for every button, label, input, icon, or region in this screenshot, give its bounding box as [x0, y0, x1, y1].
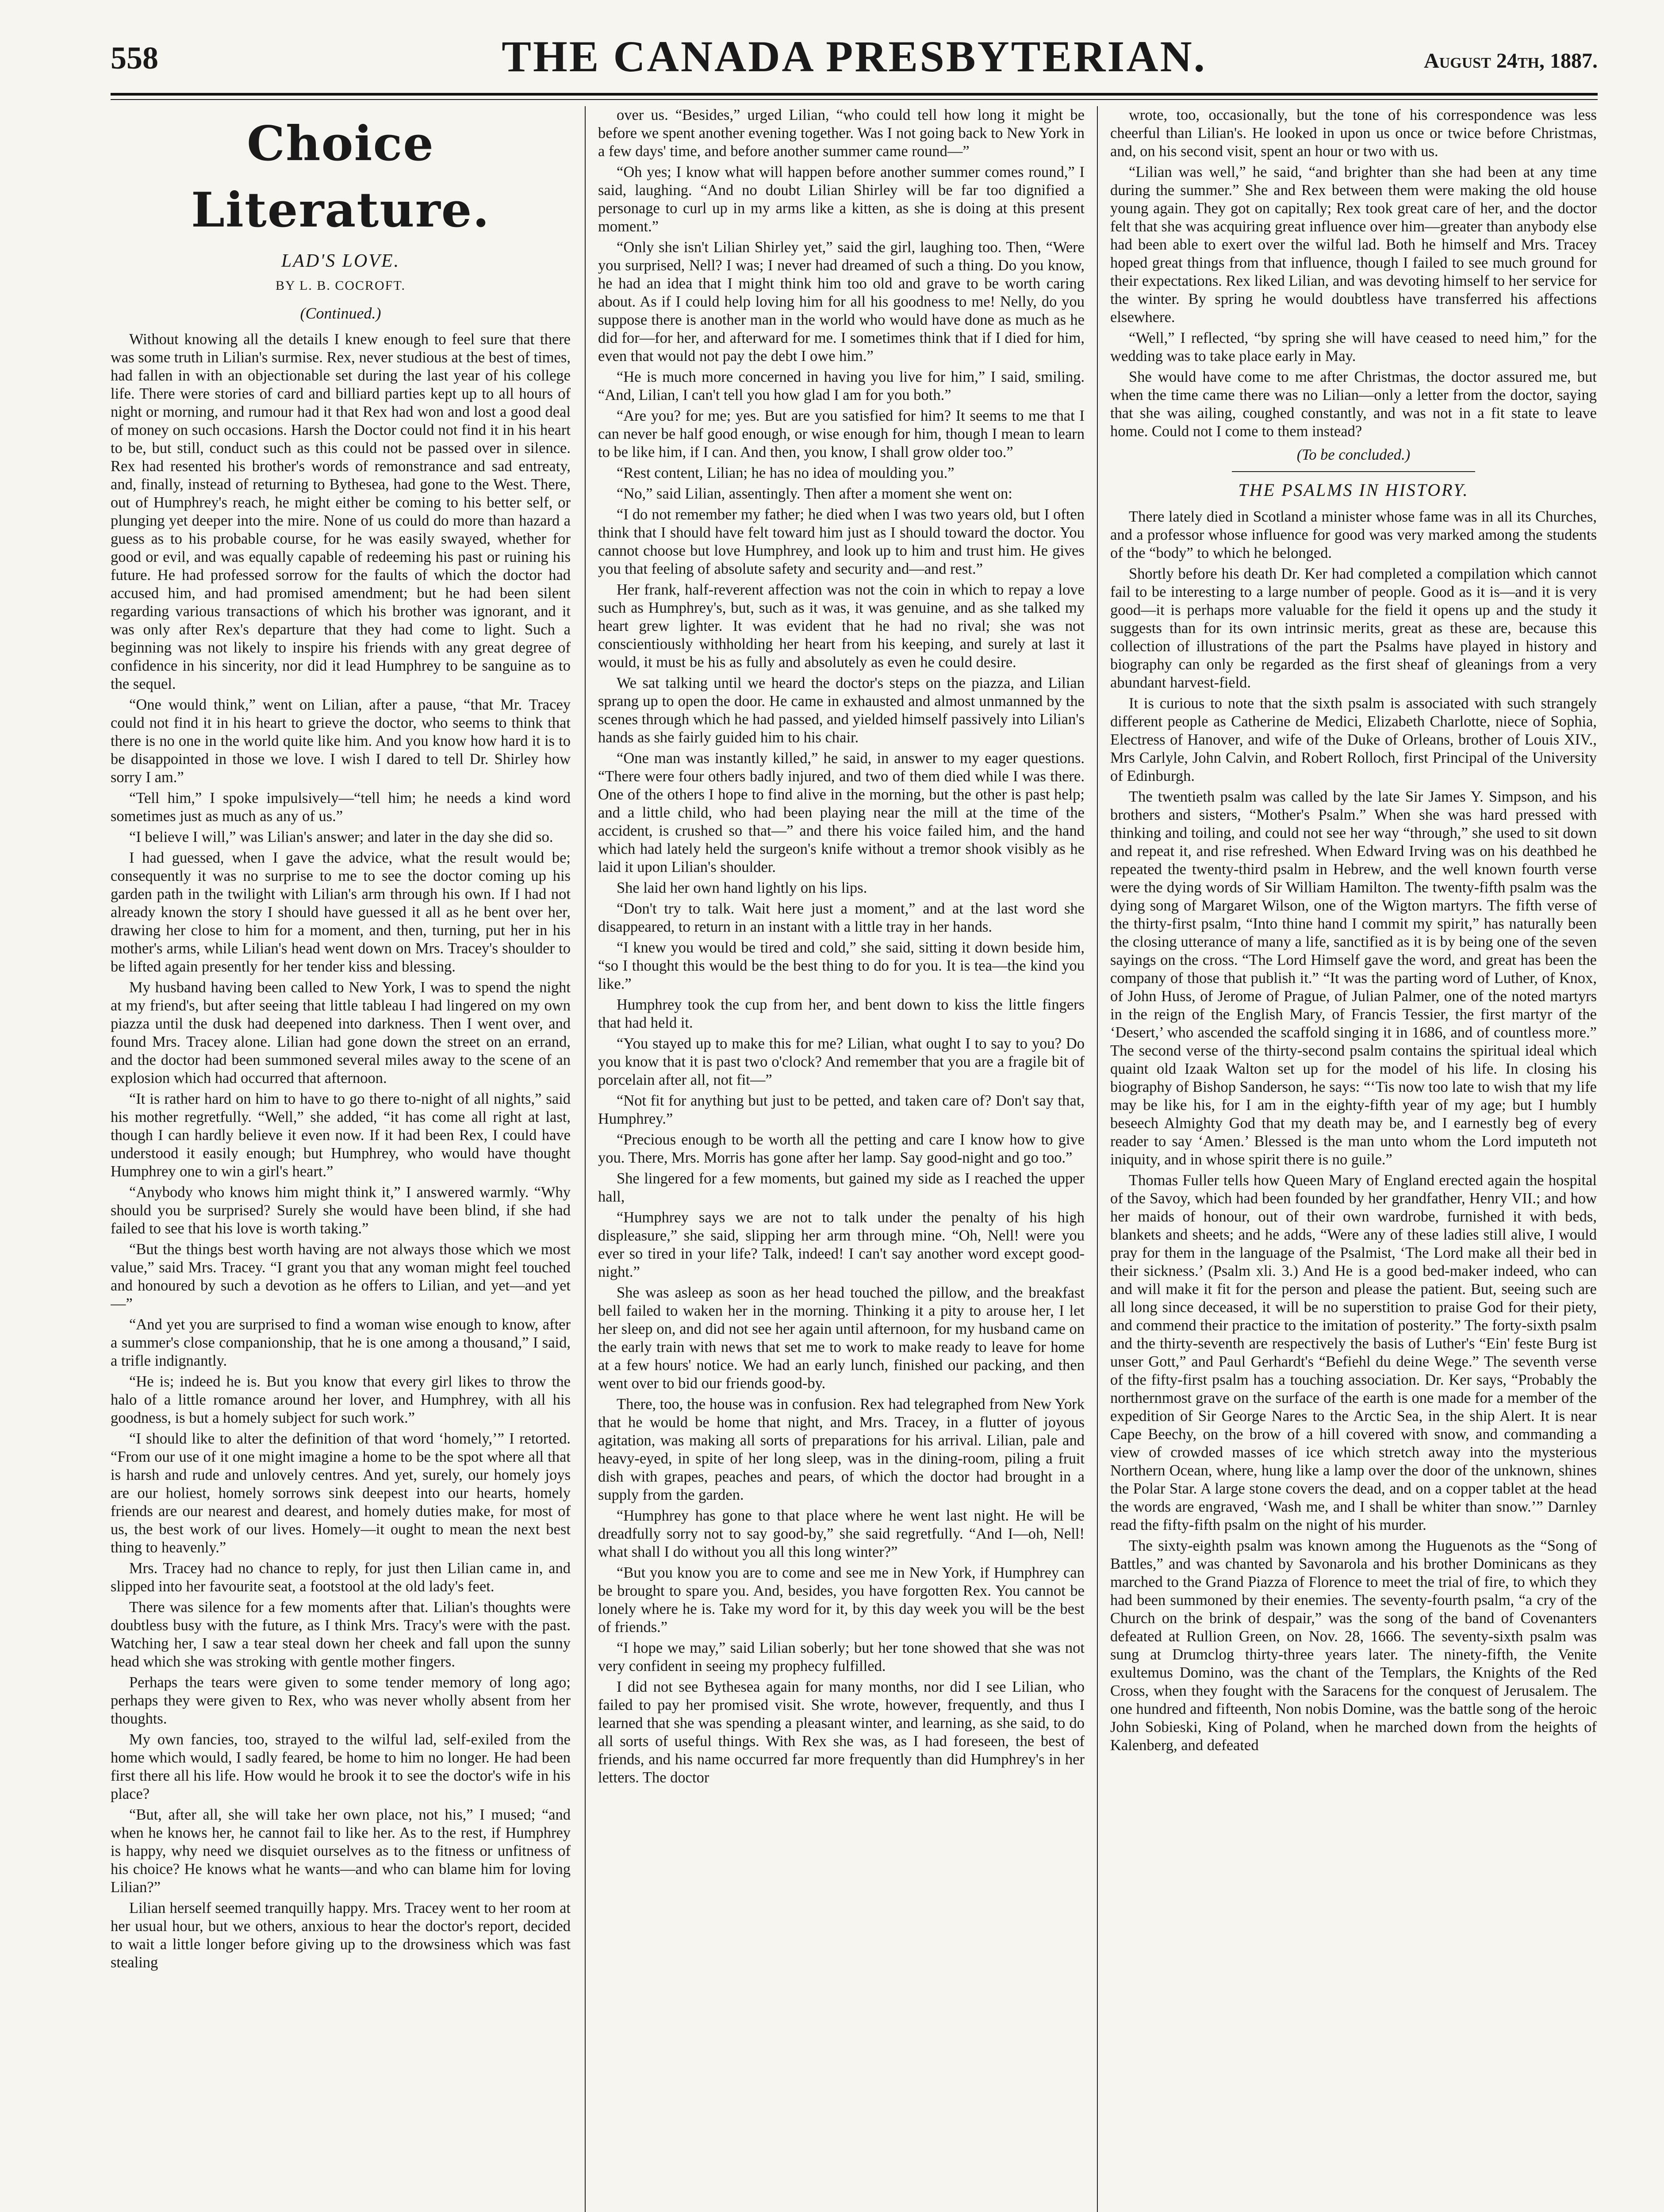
- paragraph: “Rest content, Lilian; he has no idea of moulding you.”: [617, 465, 955, 481]
- paragraph: It is curious to note that the sixth psalm is associated with such strangely different people as Catherine de Medici, Elizabeth Charlotte, niece of Sophia, Electress of Hanover, and wife of the Duke of Orleans, brother of Louis XIV., Mrs Carlyle, John Calvin, and Robert Rolloch, first Principal of the University of Edinburgh.: [1110, 695, 1597, 784]
- paragraph: over us. “Besides,” urged Lilian, “who could tell how long it might be before we spent another evening together. Was I not going back to New York in a few days' time, and before another summer came round—”: [598, 107, 1085, 160]
- paragraph: “Humphrey says we are not to talk under the penalty of his high displeasure,” she said, slipping her arm through mine. “Oh, Nell! were you ever so tired in your life? Talk, indeed! I can't say another word except good-night.”: [598, 1209, 1085, 1280]
- paragraph: My own fancies, too, strayed to the wilful lad, self-exiled from the home which would, I sadly feared, be home to him no longer. He had been first there all his life. How would he brook it to see the doctor's wife in his place?: [111, 1731, 571, 1802]
- paragraph: Without knowing all the details I knew enough to feel sure that there was some truth in Lilian's surmise. Rex, never studious at the best of times, had fallen in with an objectionable set during the last year of his college life. There were stories of card and billiard parties kept up to all hours of night or morning, and rumour had it that Rex had won and lost a good deal of money on such occasions. Harsh the Doctor could not find it in his heart to be, but still, conduct such as this could not be passed over in silence. Rex had resented his brother's words of remonstrance and sad entreaty, and, finally, instead of returning to Bythesea, had gone to the West. There, out of Humphrey's reach, he might either be coming to his better self, or plunging yet deeper into the mire. None of us could do more than hazard a guess as to his probable course, for he was easily swayed, whether for good or evil, and was equally capable of redeeming his past or ruining his future. He had professed sorrow for the faults of which the doctor had accused him, and had promised amendment; but he had been silent regarding various transactions of which his brother was ignorant, and it was only after Rex's departure that they had come to light. Such a beginning was not likely to inspire his friends with any great degree of confidence in his sincerity, nor did it lead Humphrey to be sanguine as to the sequel.: [111, 331, 571, 692]
- paragraph: She laid her own hand lightly on his lips.: [617, 879, 867, 896]
- paragraph: My husband having been called to New York, I was to spend the night at my friend's, but after seeing that little tableau I had lingered on my own piazza until the dusk had deepened into darkness. Then I went over, and found Mrs. Tracey alone. Lilian had gone down the street on an errand, and the doctor had been summoned several miles away to the scene of an explosion which had occurred that afternoon.: [111, 979, 571, 1087]
- paragraph: I did not see Bythesea again for many months, nor did I see Lilian, who failed to pay her promised visit. She wrote, however, frequently, and thus I learned that she was spending a pleasant winter, and learning, as she said, to do all sorts of useful things. With Rex she was, as I had foreseen, the best of friends, and his name occurred far more frequently than did Humphrey's in her letters. The doctor: [598, 1678, 1085, 1786]
- paragraph: “I hope we may,” said Lilian soberly; but her tone showed that she was not very confident in seeing my prophecy fulfilled.: [598, 1640, 1085, 1674]
- paragraph: Her frank, half-reverent affection was not the coin in which to repay a love such as Humphrey's, but, such as it was, it was genuine, and as she talked my heart grew lighter. It was evident that he had no rival; she was not conscientiously withholding her heart from his keeping, and surely at last it would, it must be his as fully and absolutely as even he could desire.: [598, 581, 1085, 671]
- issue-date: August 24th, 1887.: [1424, 49, 1598, 73]
- paragraph: “Don't try to talk. Wait here just a moment,” and at the last word she disappeared, to return in an instant with a little tray in her hands.: [598, 900, 1085, 935]
- article-body: [1110, 508, 1597, 1755]
- paragraph: wrote, too, occasionally, but the tone of his correspondence was less cheerful than Lilian's. He looked in upon us once or twice before Christmas, and, on his second visit, spent an hour or two with us.: [1110, 107, 1597, 160]
- paragraph: “Precious enough to be worth all the petting and care I know how to give you. There, Mrs. Morris has gone after her lamp. Say good-night and go too.”: [598, 1131, 1085, 1166]
- paragraph: Humphrey took the cup from her, and bent down to kiss the little fingers that had held it.: [598, 996, 1085, 1031]
- section-title: Choice Literature.: [191, 116, 491, 238]
- to-be-concluded: (To be concluded.): [1296, 446, 1411, 463]
- header-rule: [111, 93, 1598, 96]
- paragraph: “Only she isn't Lilian Shirley yet,” said the girl, laughing too. Then, “Were you surprised, Nell? I was; I never had dreamed of such a thing. Do you know, he had an idea that I might think him too old and grave to be worth caring about. As if I could help loving him for all his goodness to me! Nelly, do you suppose there is another man in the world who would have done as much as he did for—for her, and afterward for me. I sometimes think that if I died for him, even that would not pay the debt I owe him.”: [598, 239, 1085, 365]
- column-1-body: [111, 330, 571, 1972]
- column-3-story-end: [1110, 106, 1597, 441]
- paragraph: “He is; indeed he is. But you know that every girl likes to throw the halo of a little romance around her lover, and Humphrey, with all his goodness, is but a homely subject for such work.”: [111, 1373, 571, 1426]
- paragraph: “Tell him,” I spoke impulsively—“tell him; he needs a kind word sometimes just as much as any of us.”: [111, 790, 571, 825]
- paragraph: There, too, the house was in confusion. Rex had telegraphed from New York that he would be home that night, and Mrs. Tracey, in a flutter of joyous agitation, was making all sorts of preparations for his arrival. Lilian, pale and heavy-eyed, in spite of her long sleep, was in the dining-room, piling a fruit dish with grapes, peaches and pears, of which the doctor had brought in a supply from the garden.: [598, 1396, 1085, 1503]
- paragraph: “Humphrey has gone to that place where he went last night. He will be dreadfully sorry not to say good-by,” she said regretfully. “And I—oh, Nell! what shall I do without you all this long winter?”: [598, 1507, 1085, 1560]
- paragraph: “It is rather hard on him to have to go there to-night of all nights,” said his mother regretfully. “Well,” she added, “it has come all right at last, though I can hardly believe it even now. If it had been Rex, I could have understood it easily enough; but Humphrey, who would have thought Humphrey one to win a girl's heart.”: [111, 1091, 571, 1180]
- paragraph: “Well,” I reflected, “by spring she will have ceased to need him,” for the wedding was to take place early in May.: [1110, 330, 1597, 365]
- paragraph: There lately died in Scotland a minister whose fame was in all its Churches, and a professor whose influence for good was very marked among the students of the “body” to which he belonged.: [1110, 508, 1597, 561]
- paragraph: Thomas Fuller tells how Queen Mary of England erected again the hospital of the Savoy, which had been founded by her grandfather, Henry VII.; and how her maids of honour, out of their own wardrobe, furnished it with beds, blankets and sheets; and he adds, “Were any of these ladies still alive, I would pray for them in the language of the Psalmist, ‘The Lord make all their bed in their sickness.’ (Psalm xli. 3.) And He is a good bed-maker indeed, who can and will make it fit for the person and please the patient. But, seeing such are all long since deceased, it will be no superstition to praise God for their piety, and commend their practice to the imitation of posterity.” The forty-sixth psalm and the thirty-seventh are respectively the basis of Luther's “Ein' feste Burg ist unser Gott,” and Paul Gerhardt's “Befiehl du deine Wege.” The seventh verse of the fifty-first psalm has a touching association. Dr. Ker says, “Probably the northernmost grave on the surface of the earth is one made for a member of the expedition of Sir George Nares to the Arctic Sea, in the ship Alert. It is near Cape Beechy, on the brow of a hill covered with snow, and commanding a view of crowded masses of ice which stretch away into the mysterious Northern Ocean, where, hung like a lamp over the door of the unknown, shines the Polar Star. A large stone covers the dead, and on a copper tablet at the head the words are engraved, ‘Wash me, and I shall be whiter than snow.’” Darnley read the fifty-fifth psalm on the night of his murder.: [1110, 1172, 1597, 1533]
- paragraph: “Lilian was well,” he said, “and brighter than she had been at any time during the summer.” She and Rex between them were making the old house young again. They got on capitally; Rex took great care of her, and the doctor felt that she was acquiring great influence over him—greater than anybody else had been able to exert over the wilful lad. Both he himself and Mrs. Tracey hoped great things from that influence, though I failed to see much ground for their expectations. Rex liked Lilian, and was devoting himself to her service for the winter. By spring he would doubtless have transferred his affections elsewhere.: [1110, 164, 1597, 326]
- page-number: 558: [111, 40, 158, 76]
- paragraph: “Are you? for me; yes. But are you satisfied for him? It seems to me that I can never be half good enough, or wise enough for him, though I mean to learn to be like him, if I can. And then, you know, I shall grow older too.”: [598, 407, 1085, 461]
- continued-note: (Continued.): [300, 304, 381, 322]
- section-divider: [1232, 471, 1475, 472]
- paragraph: “Not fit for anything but just to be petted, and taken care of? Don't say that, Humphrey.”: [598, 1092, 1085, 1127]
- paragraph: The sixty-eighth psalm was known among the Huguenots as the “Song of Battles,” and was chanted by Savonarola and his brother Dominicans as they marched to the Grand Piazza of Florence to meet the trial of fire, to which they had been summoned by their enemies. The seventy-fourth psalm, “a cry of the Church on the brink of despair,” was the song of the band of Covenanters defeated at Rullion Green, on Nov. 28, 1666. The seventy-sixth psalm was sung at Drumclog thirty-three years later. The ninety-fifth, the Venite exultemus Domino, was the chant of the Templars, the Knights of the Red Cross, when they fought with the Saracens for the conquest of Jerusalem. The one hundred and fifteenth, Non nobis Domine, was the battle song of the heroic John Sobieski, King of Poland, when he marched down from the heights of Kalenberg, and defeated: [1110, 1537, 1597, 1754]
- paragraph: She was asleep as soon as her head touched the pillow, and the breakfast bell failed to waken her in the morning. Thinking it a pity to arouse her, I let her sleep on, and did not see her again until afternoon, for my husband came on the early train with news that set me to work to make ready to leave for home at a few hours' notice. We had an early lunch, finished our packing, and then went over to bid our friends good-by.: [598, 1284, 1085, 1392]
- page-header: [111, 31, 1598, 93]
- paragraph: Perhaps the tears were given to some tender memory of long ago; perhaps they were given to Rex, who was never wholly absent from her thoughts.: [111, 1674, 571, 1727]
- paragraph: She lingered for a few moments, but gained my side as I reached the upper hall,: [598, 1170, 1085, 1205]
- paragraph: “But, after all, she will take her own place, not his,” I mused; “and when he knows her, he cannot fail to like her. As to the rest, if Humphrey is happy, why need we disquiet ourselves as to the fitness or unfitness of his choice? He knows what he wants—and who can blame him for loving Lilian?”: [111, 1806, 571, 1896]
- paragraph: “You stayed up to make this for me? Lilian, what ought I to say to you? Do you know that it is past two o'clock? And remember that you are a fragile bit of porcelain after all, not fit—”: [598, 1035, 1085, 1088]
- paragraph: There was silence for a few moments after that. Lilian's thoughts were doubtless busy with the future, as I think Mrs. Tracy's were with the past. Watching her, I saw a tear steal down her cheek and fall upon the sunny head which she was stroking with gentle mother fingers.: [111, 1599, 571, 1670]
- paragraph: “And yet you are surprised to find a woman wise enough to know, after a summer's close companionship, that he is one among a thousand,” I said, a trifle indignantly.: [111, 1316, 571, 1369]
- paragraph: “I knew you would be tired and cold,” she said, sitting it down beside him, “so I thought this would be the best thing to do for you. It is tea—the kind you like.”: [598, 939, 1085, 992]
- header-rule-thin: [111, 99, 1598, 100]
- paragraph: Mrs. Tracey had no chance to reply, for just then Lilian came in, and slipped into her favourite seat, a footstool at the old lady's feet.: [111, 1560, 571, 1595]
- column-divider: [585, 106, 586, 2212]
- paragraph: “He is much more concerned in having you live for him,” I said, smiling. “And, Lilian, I can't tell you how glad I am for you both.”: [598, 369, 1085, 403]
- paragraph: “I should like to alter the definition of that word ‘homely,’” I retorted. “From our use of it one might imagine a home to be the spot where all that is harsh and rude and unlovely centres. And yet, surely, our homely joys are our holiest, homely sorrows sink deepest into our hearts, homely friends are our nearest and dearest, and homely duties make, for most of us, the best work of our lives. Homely—it ought to mean the next best thing to heavenly.”: [111, 1430, 571, 1556]
- paragraph: “But you know you are to come and see me in New York, if Humphrey can be brought to spare you. And, besides, you have forgotten Rex. You cannot be lonely where he is. Take my word for it, by this day week you will be the best of friends.”: [598, 1564, 1085, 1636]
- byline: BY L. B. COCROFT.: [275, 278, 406, 293]
- column-2: [598, 106, 1085, 2212]
- paragraph: She would have come to me after Christmas, the doctor assured me, but when the time came there was no Lilian—only a letter from the doctor, saying that she was ailing, coughed constantly, and was not in a fit state to leave home. Could not I come to them instead?: [1110, 369, 1597, 440]
- paragraph: We sat talking until we heard the doctor's steps on the piazza, and Lilian sprang up to open the door. He came in exhausted and almost unmanned by the scenes through which he had passed, and yielded himself passively into Lilian's hands as she fairly guided him to his chair.: [598, 675, 1085, 746]
- article-title: THE PSALMS IN HISTORY.: [1238, 480, 1469, 500]
- column-2-body: [598, 106, 1085, 1787]
- paragraph: “One man was instantly killed,” he said, in answer to my eager questions. “There were four others badly injured, and two of them died while I was there. One of the others I hope to find alive in the morning, but the other is past help; and a little child, who had been playing near the mill at the time of the accident, is crushed so that—” and there his voice failed him, and the hand which had lately held the surgeon's knife without a tremor shook visibly as he laid it upon Lilian's shoulder.: [598, 750, 1085, 876]
- paragraph: Lilian herself seemed tranquilly happy. Mrs. Tracey went to her room at her usual hour, but we others, anxious to hear the doctor's report, decided to wait a little longer before giving up to the drowsiness which was fast stealing: [111, 1900, 571, 1971]
- paragraph: “Oh yes; I know what will happen before another summer comes round,” I said, laughing. “And no doubt Lilian Shirley will be far too dignified a personage to curl up in my arms like a kitten, as she is doing at this present moment.”: [598, 164, 1085, 235]
- paragraph: Shortly before his death Dr. Ker had completed a compilation which cannot fail to be interesting to a large number of people. Good as it is—and it is very good—it is perhaps more valuable for the field it opens up and the study it suggests than for its own intrinsic merits, great as these are, because this collection of illustrations of the part the Psalms have played in history and biography can only be regarded as the first sheaf of gleanings from a very abundant harvest-field.: [1110, 565, 1597, 691]
- column-1: [111, 106, 571, 2212]
- paragraph: “I believe I will,” was Lilian's answer; and later in the day she did so.: [129, 829, 553, 845]
- story-title: LAD'S LOVE.: [281, 251, 400, 271]
- paragraph: “One would think,” went on Lilian, after a pause, “that Mr. Tracey could not find it in his heart to grieve the doctor, who seems to think that there is no one in the world quite like him. And you know how hard it is to be disappointed in those we love. I wish I dared to tell Dr. Shirley how sorry I am.”: [111, 696, 571, 786]
- paragraph: The twentieth psalm was called by the late Sir James Y. Simpson, and his brothers and sisters, “Mother's Psalm.” When she was hard pressed with thinking and toiling, and could not see her way “through,” she used to sit down and repeat it, and rise refreshed. When Edward Irving was on his deathbed he repeated the twenty-third psalm in Hebrew, and the well known fourth verse were the dying words of Sir William Hamilton. The twenty-fifth psalm was the dying song of Margaret Wilson, one of the Wigton martyrs. The fifth verse of the thirty-first psalm, “Into thine hand I commit my spirit,” has naturally been the closing utterance of many a life, sanctified as it is by being one of the seven sayings on the cross. “The Lord Himself gave the word, and great has been the company of those that publish it.” “It was the parting word of Luther, of Knox, of John Huss, of Jerome of Prague, of Julian Palmer, one of the noted martyrs in the reign of the English Mary, of Francis Tessier, the first martyr of the ‘Desert,’ who ascended the scaffold singing it in 1686, and of countless more.” The second verse of the thirty-second psalm contains the spiritual ideal which quaint old Izaak Walton set up for the model of his life. In closing his biography of Bishop Sanderson, he says: “‘Tis now too late to wish that my life may be like his, for I am in the eighty-fifth year of my age; but I humbly beseech Almighty God that my death may be, and I earnestly beg of every reader to say ‘Amen.’ Blessed is the man unto whom the Lord imputeth not iniquity, and in whose spirit there is no guile.”: [1110, 788, 1597, 1168]
- paragraph: I had guessed, when I gave the advice, what the result would be; consequently it was no surprise to me to see the doctor coming up his garden path in the twilight with Lilian's arm through his own. If I had not already known the story I should have guessed it all as he bent over her, drawing her close to him for a moment, and then, turning, put her in his mother's arms, while Lilian's head went down on Mrs. Tracey's shoulder to be lifted again presently for her tender kiss and blessing.: [111, 849, 571, 975]
- masthead: THE CANADA PRESBYTERIAN.: [502, 32, 1207, 81]
- paragraph: “Anybody who knows him might think it,” I answered warmly. “Why should you be surprised? Surely she would have been blind, if she had failed to see that his love is worth taking.”: [111, 1184, 571, 1237]
- column-divider: [1097, 106, 1098, 2212]
- paragraph: “But the things best worth having are not always those which we most value,” said Mrs. Tracey. “I grant you that any woman might feel touched and honoured by such a devotion as he offers to Lilian, and yet—and yet—”: [111, 1241, 571, 1312]
- paragraph: “No,” said Lilian, assentingly. Then after a moment she went on:: [617, 485, 1012, 502]
- column-3: [1110, 106, 1597, 2212]
- paragraph: “I do not remember my father; he died when I was two years old, but I often think that I should have felt toward him just as I should toward the doctor. You cannot choose but love Humphrey, and look up to him and trust him. He gives you that feeling of absolute safety and security and—and rest.”: [598, 506, 1085, 577]
